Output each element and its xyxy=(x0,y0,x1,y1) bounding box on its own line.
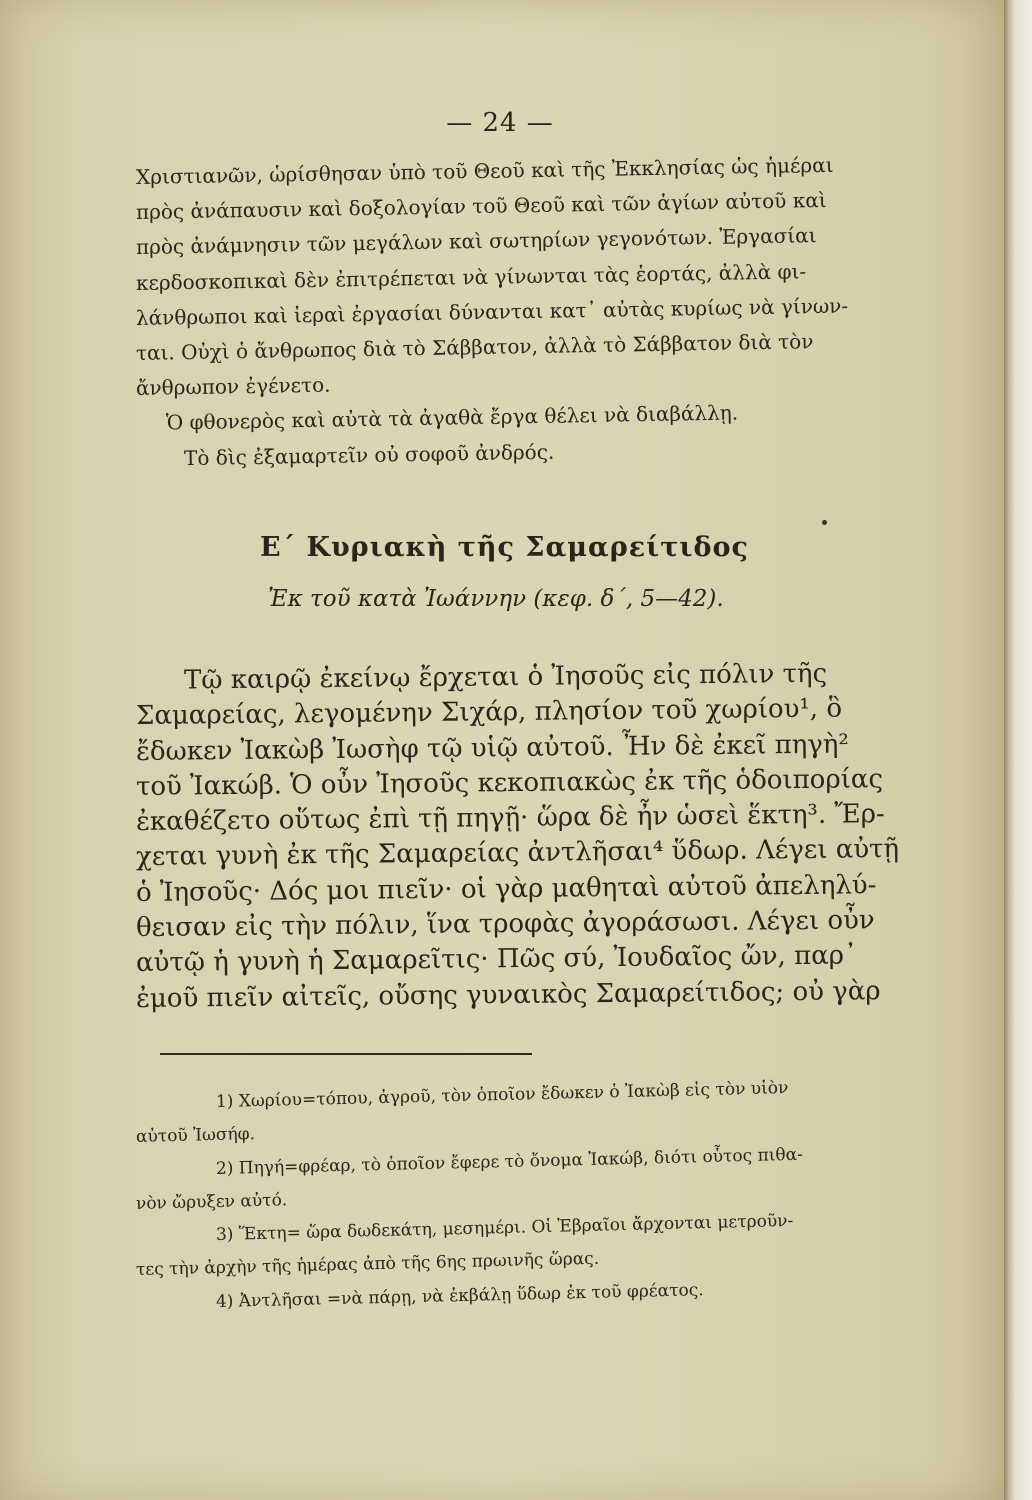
ink-speck xyxy=(822,520,827,525)
footnote-divider xyxy=(160,1053,532,1055)
gospel-text xyxy=(135,658,932,1017)
proverb-line: Τὸ δὶς ἐξαμαρτεῖν οὐ σοφοῦ ἀνδρός. xyxy=(183,439,555,470)
body-line: Σαμαρείας, λεγομένην Σιχάρ, πλησίον τοῦ χωρίου¹, ὃ xyxy=(135,693,843,732)
footnote-line: 3) Ἕκτη= ὥρα δωδεκάτη, μεσημέρι. Οἱ Ἑβραῖοι ἄρχονται μετροῦν- xyxy=(215,1211,794,1246)
body-line: τοῦ Ἰακώβ. Ὁ οὖν Ἰησοῦς κεκοπιακὼς ἐκ τῆς ὁδοιπορίας xyxy=(135,764,884,802)
footnotes xyxy=(135,1078,936,1321)
footnote-line: 4) Ἀντλῆσαι =νὰ πάρῃ, νὰ ἐκβάλῃ ὕδωρ ἐκ τοῦ φρέατος. xyxy=(215,1279,704,1312)
footnote-line: 2) Πηγή=φρέαρ, τὸ ὁποῖον ἔφερε τὸ ὄνομα Ἰακώβ, διότι οὗτος πιθα- xyxy=(215,1144,804,1179)
text-line: πρὸς ἀνάμνησιν τῶν μεγάλων καὶ σωτηρίων γεγονότων. Ἐργασίαι xyxy=(135,223,817,260)
body-line: ἐκαθέζετο οὕτως ἐπὶ τῇ πηγῇ· ὥρα δὲ ἦν ὡσεὶ ἕκτη³. Ἔρ- xyxy=(135,799,885,838)
footnote-line: νὸν ὤρυξεν αὐτό. xyxy=(135,1190,288,1214)
body-line: ἐμοῦ πιεῖν αἰτεῖς, οὔσης γυναικὸς Σαμαρείτιδος; οὐ γὰρ xyxy=(135,975,881,1014)
page-number: — 24 — xyxy=(446,108,554,138)
section-heading: Ε΄ Κυριακὴ τῆς Σαμαρείτιδος xyxy=(260,532,749,563)
footnote-line: τες τὴν ἀρχὴν τῆς ἡμέρας ἀπὸ τῆς 6ης πρωινῆς ὥρας. xyxy=(135,1249,600,1281)
text-line: Χριστιανῶν, ὡρίσθησαν ὑπὸ τοῦ Θεοῦ καὶ τῆς Ἐκκλησίας ὡς ἡμέραι xyxy=(135,152,834,189)
body-line: Τῷ καιρῷ ἐκείνῳ ἔρχεται ὁ Ἰησοῦς εἰς πόλιν τῆς xyxy=(183,658,828,696)
body-line: ὁ Ἰησοῦς· Δός μοι πιεῖν· οἱ γὰρ μαθηταὶ αὐτοῦ ἀπεληλύ- xyxy=(135,870,877,908)
page-edge xyxy=(1004,0,1032,1500)
proverb-line: Ὁ φθονερὸς καὶ αὐτὰ τὰ ἀγαθὰ ἔργα θέλει νὰ διαβάλλῃ. xyxy=(165,400,739,435)
footnote-line: αὐτοῦ Ἰωσήφ. xyxy=(135,1124,256,1148)
scripture-reference: Ἐκ τοῦ κατὰ Ἰωάννην (κεφ. δ΄, 5—42). xyxy=(268,586,724,612)
text-line: ἄνθρωπον ἐγένετο. xyxy=(135,372,331,401)
text-line: κερδοσκοπικαὶ δὲν ἐπιτρέπεται νὰ γίνωνται τὰς ἑορτάς, ἀλλὰ φι- xyxy=(135,258,807,295)
previous-section-text xyxy=(135,152,932,477)
text-line: πρὸς ἀνάπαυσιν καὶ δοξολογίαν τοῦ Θεοῦ καὶ τῶν ἁγίων αὐτοῦ καὶ xyxy=(135,188,827,225)
body-line: ἔδωκεν Ἰακὼβ Ἰωσὴφ τῷ υἱῷ αὐτοῦ. Ἦν δὲ ἐκεῖ πηγὴ² xyxy=(135,729,849,767)
body-line: αὐτῷ ἡ γυνὴ ἡ Σαμαρεῖτις· Πῶς σύ, Ἰουδαῖος ὤν, παρ᾽ xyxy=(135,940,858,979)
body-line: θεισαν εἰς τὴν πόλιν, ἵνα τροφὰς ἀγοράσωσι. Λέγει οὖν xyxy=(135,905,875,944)
text-line: λάνθρωποι καὶ ἱεραὶ ἐργασίαι δύνανται κατ᾽ αὐτὰς κυρίως νὰ γίνων- xyxy=(135,293,849,330)
body-line: χεται γυνὴ ἐκ τῆς Σαμαρείας ἀντλῆσαι⁴ ὕδωρ. Λέγει αὐτῇ xyxy=(135,834,900,873)
text-line: ται. Οὐχὶ ὁ ἄνθρωπος διὰ τὸ Σάββατον, ἀλλὰ τὸ Σάββατον διὰ τὸν xyxy=(135,329,814,366)
footnote-line: 1) Χωρίου=τόπου, ἀγροῦ, τὸν ὁποῖον ἔδωκεν ὁ Ἰακὼβ εἰς τὸν υἱὸν xyxy=(215,1078,789,1113)
